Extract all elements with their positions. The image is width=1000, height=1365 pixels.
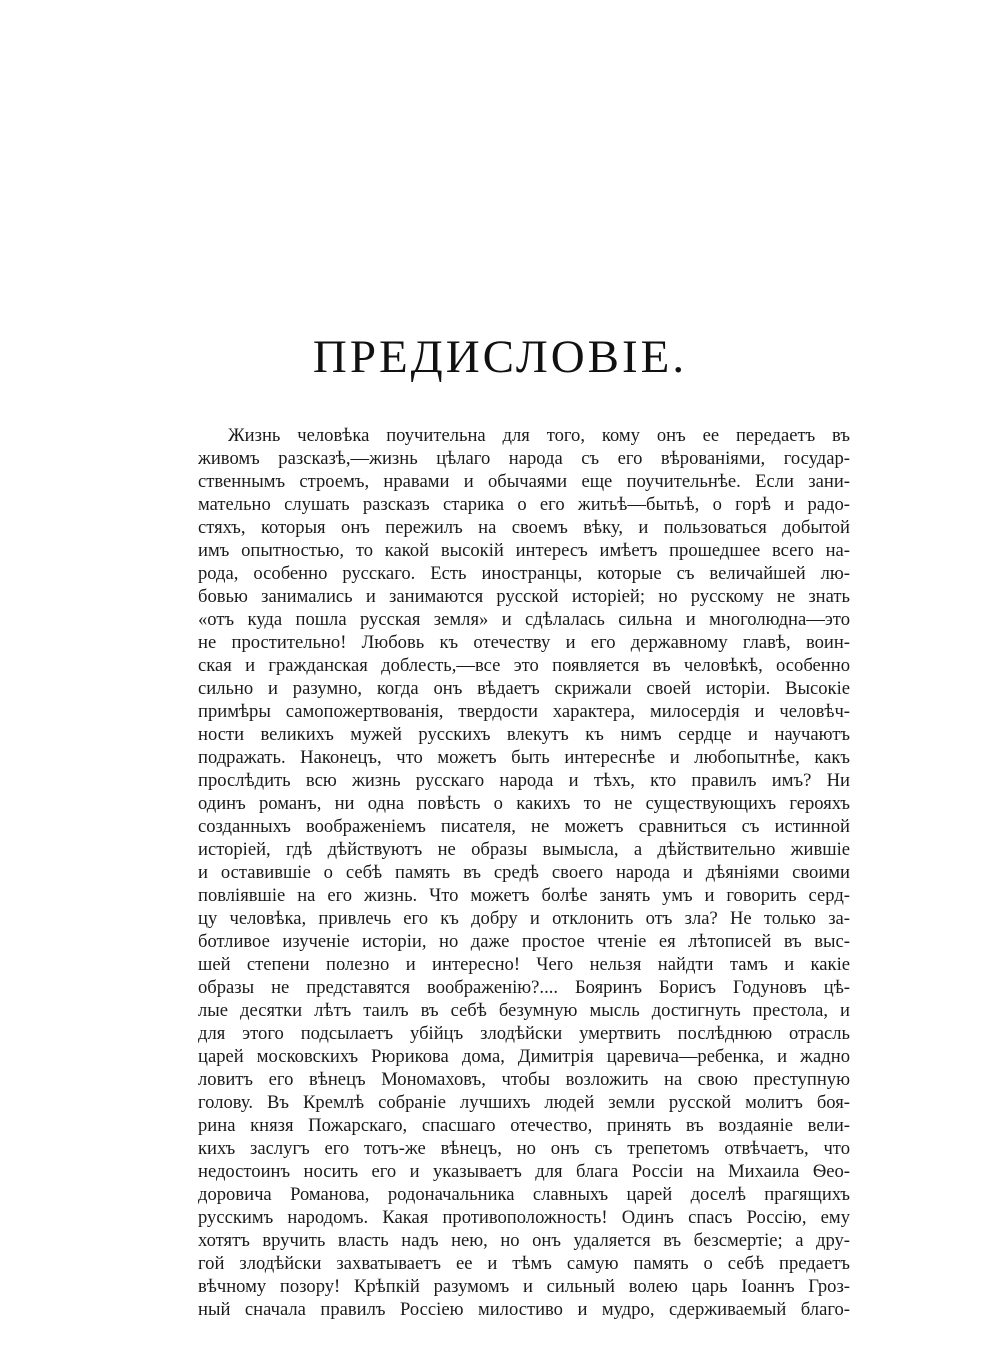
text-line: шей степени полезно и интересно! Чего нельзя найдти тамъ и какіе <box>198 954 850 975</box>
text-line: для этого подсылаетъ убійцъ злодѣйски умертвить послѣднюю отрасль <box>198 1023 850 1044</box>
text-line: гой злодѣйски захватываетъ ее и тѣмъ самую память о себѣ предаетъ <box>198 1253 850 1274</box>
text-line: созданныхъ воображеніемъ писателя, не можетъ сравниться съ истинной <box>198 816 850 837</box>
text-line: исторіей, гдѣ дѣйствуютъ не образы вымысла, а дѣйствительно жившіе <box>198 839 850 860</box>
text-line: ботливое изученіе исторіи, но даже простое чтеніе ея лѣтописей въ выс- <box>198 931 850 952</box>
text-line: не простительно! Любовь къ отечеству и его державному главѣ, воин- <box>198 632 850 653</box>
text-line: прослѣдить всю жизнь русскаго народа и тѣхъ, кто правилъ имъ? Ни <box>198 770 850 791</box>
text-line: рина князя Пожарскаго, спасшаго отечество, принять въ воздаяніе вели- <box>198 1115 850 1136</box>
text-line: ный сначала правилъ Россіею милостиво и мудро, сдерживаемый благо- <box>198 1299 850 1320</box>
text-line: ности великихъ мужей русскихъ влекутъ къ нимъ сердце и научаютъ <box>198 724 850 745</box>
text-line: доровича Романова, родоначальника славныхъ царей доселѣ прагящихъ <box>198 1184 850 1205</box>
text-line: голову. Въ Кремлѣ собраніе лучшихъ людей земли русской молитъ боя- <box>198 1092 850 1113</box>
text-line: имъ опытностью, то какой высокій интересъ имѣетъ прошедшее всего на- <box>198 540 850 561</box>
text-line: кихъ заслугъ его тотъ-же вѣнецъ, но онъ съ трепетомъ отвѣчаетъ, что <box>198 1138 850 1159</box>
preface-text <box>198 424 850 1321</box>
text-line: цу человѣка, привлечь его къ добру и отклонить отъ зла? Не только за- <box>198 908 850 929</box>
text-line: вѣчному позору! Крѣпкій разумомъ и сильный волею царь Іоаннъ Гроз- <box>198 1276 850 1297</box>
text-line: живомъ разсказѣ,—жизнь цѣлаго народа съ его вѣрованіями, государ- <box>198 448 850 469</box>
text-line: русскимъ народомъ. Какая противоположность! Одинъ спасъ Россію, ему <box>198 1207 850 1228</box>
page-title: ПРЕДИСЛОВІЕ. <box>312 331 688 383</box>
text-line: ственнымъ строемъ, нравами и обычаями еще поучительнѣе. Если зани- <box>198 471 850 492</box>
text-line: одинъ романъ, ни одна повѣсть о какихъ то не существующихъ герояхъ <box>198 793 850 814</box>
text-line: рода, особенно русскаго. Есть иностранцы, которые съ величайшей лю- <box>198 563 850 584</box>
text-line: хотятъ вручить власть надъ нею, но онъ удаляется въ безсмертіе; а дру- <box>198 1230 850 1251</box>
text-line: мательно слушать разсказъ старика о его житьѣ—бытьѣ, о горѣ и радо- <box>198 494 850 515</box>
text-line: «отъ куда пошла русская земля» и сдѣлалась сильна и многолюдна—это <box>198 609 850 630</box>
text-line: Жизнь человѣка поучительна для того, кому онъ ее передаетъ въ <box>228 425 850 446</box>
text-line: лые десятки лѣтъ таилъ въ себѣ безумную мысль достигнуть престола, и <box>198 1000 850 1021</box>
text-line: образы не представятся воображенію?.... Бояринъ Борисъ Годуновъ цѣ- <box>198 977 850 998</box>
text-line: стяхъ, которыя онъ пережилъ на своемъ вѣку, и пользоваться добытой <box>198 517 850 538</box>
text-line: бовью занимались и занимаются русской исторіей; но русскому не знать <box>198 586 850 607</box>
text-line: недостоинъ носить его и указываетъ для блага Россіи на Михаила Ѳео- <box>198 1161 850 1182</box>
text-line: и оставившіе о себѣ память въ средѣ своего народа и дѣяніями своими <box>198 862 850 883</box>
text-line: подражать. Наконецъ, что можетъ быть интереснѣе и любопытнѣе, какъ <box>198 747 850 768</box>
text-line: царей московскихъ Рюрикова дома, Димитрія царевича—ребенка, и жадно <box>198 1046 850 1067</box>
text-line: ловитъ его вѣнецъ Мономаховъ, чтобы возложить на свою преступную <box>198 1069 850 1090</box>
text-line: повліявшіе на его жизнь. Что можетъ болѣе занять умъ и говорить серд- <box>198 885 850 906</box>
text-line: ская и гражданская доблесть,—все это появляется въ человѣкѣ, особенно <box>198 655 850 676</box>
text-line: примѣры самопожертвованія, твердости характера, милосердія и человѣч- <box>198 701 850 722</box>
text-line: сильно и разумно, когда онъ вѣдаетъ скрижали своей исторіи. Высокіе <box>198 678 850 699</box>
